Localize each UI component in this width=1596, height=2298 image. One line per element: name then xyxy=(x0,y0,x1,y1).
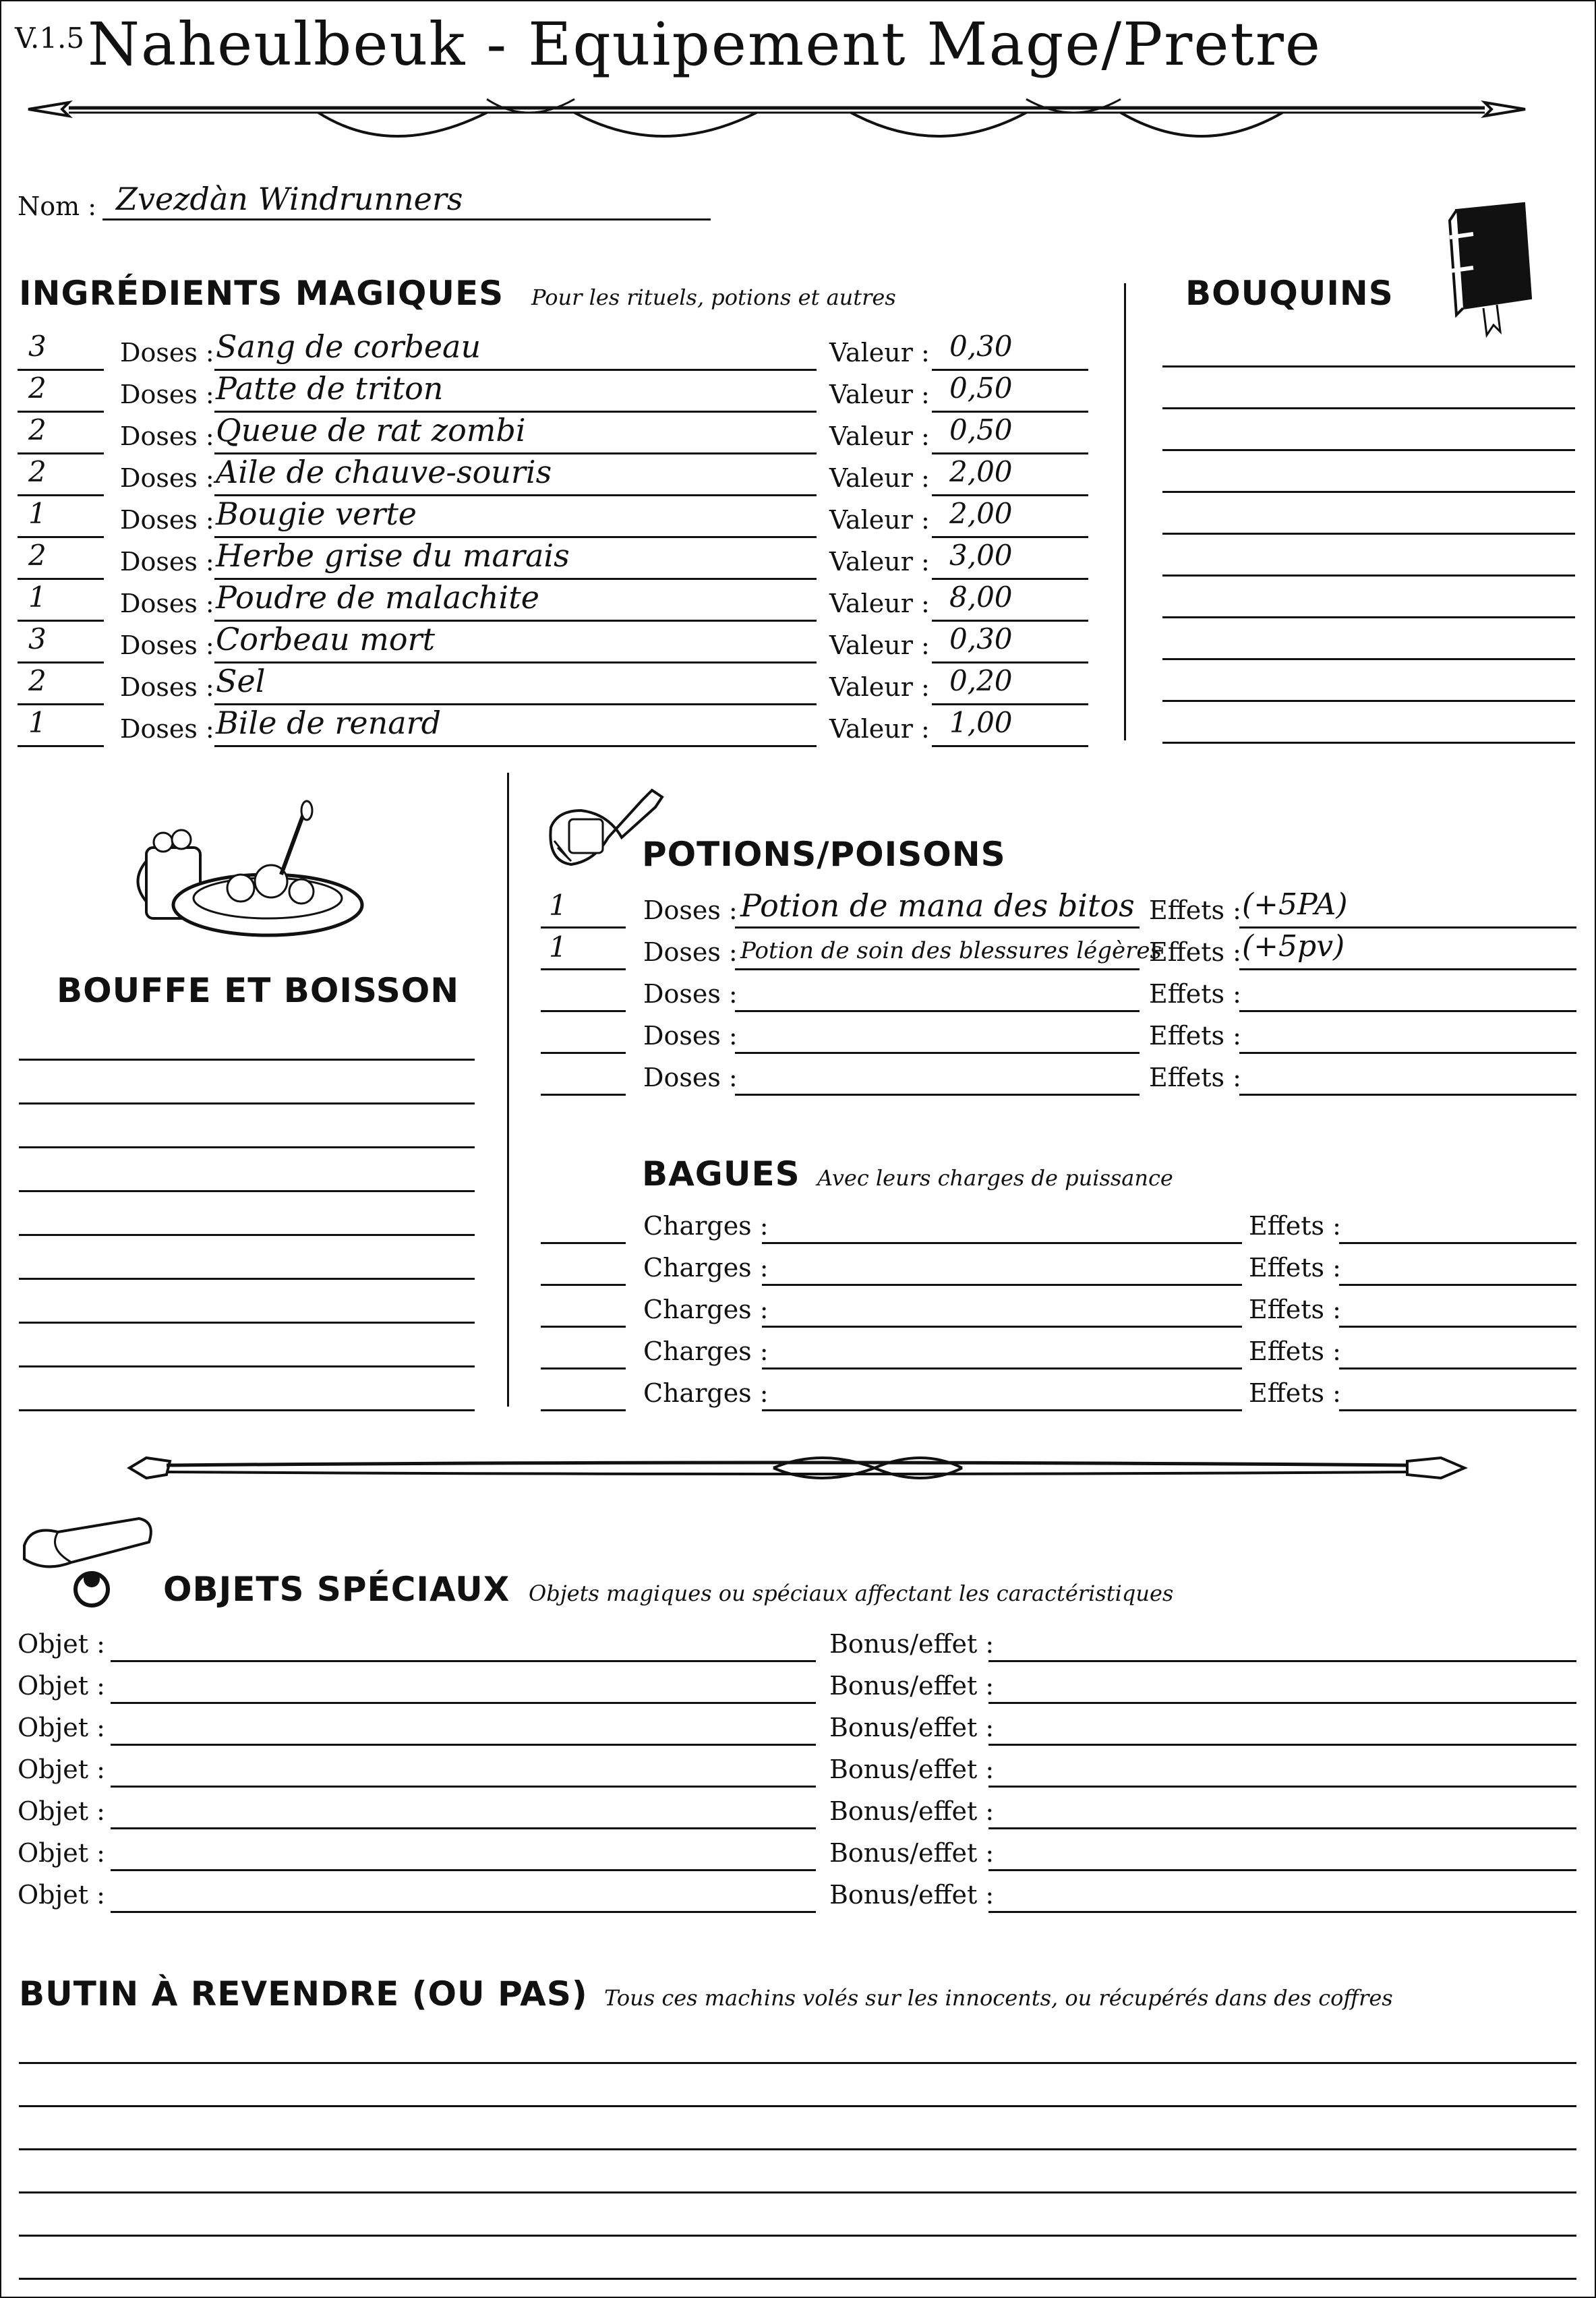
potion-doses-label: Doses : xyxy=(643,1063,738,1092)
ingredient-qty[interactable]: 2 xyxy=(28,372,47,405)
potion-qty-line xyxy=(541,1094,626,1096)
page-title: Naheulbeuk - Equipement Mage/Pretre xyxy=(88,9,1322,79)
version-label: V.1.5 xyxy=(15,22,85,55)
ring-qty-line[interactable] xyxy=(541,1409,626,1411)
ingredient-qty[interactable]: 2 xyxy=(28,413,47,446)
special-object-label: Objet : xyxy=(18,1671,105,1701)
ingredient-qty[interactable]: 1 xyxy=(28,581,47,614)
potion-effect[interactable]: (+5PA) xyxy=(1242,887,1348,922)
ring-effects-label: Effets : xyxy=(1249,1295,1341,1324)
potion-doses-label: Doses : xyxy=(643,937,738,967)
loot-line[interactable] xyxy=(19,2191,1576,2193)
ingredient-name[interactable]: Patte de triton xyxy=(216,370,444,407)
ingredient-value[interactable]: 2,00 xyxy=(949,455,1013,488)
ingredient-name[interactable]: Aile de chauve-souris xyxy=(216,454,552,490)
food-separator xyxy=(507,773,509,1407)
ring-charges-label: Charges : xyxy=(643,1336,769,1366)
ingredient-qty[interactable]: 1 xyxy=(28,706,47,739)
special-subtitle: Objets magiques ou spéciaux affectant les caractéristiques xyxy=(529,1581,1174,1606)
ingredient-value[interactable]: 8,00 xyxy=(949,581,1013,614)
ring-charges-line[interactable] xyxy=(762,1284,1242,1286)
special-object-line[interactable] xyxy=(111,1660,816,1662)
ingredient-value[interactable]: 0,20 xyxy=(949,664,1013,697)
special-object-line[interactable] xyxy=(111,1827,816,1829)
food-line[interactable] xyxy=(19,1409,475,1411)
special-object-label: Objet : xyxy=(18,1755,105,1784)
ingredient-doses-label: Doses : xyxy=(120,714,214,744)
special-object-label: Objet : xyxy=(18,1880,105,1910)
ring-effects-label: Effets : xyxy=(1249,1253,1341,1283)
potion-effects-label: Effets : xyxy=(1149,1021,1241,1051)
ingredient-doses-label: Doses : xyxy=(120,463,214,493)
spear-ornament-icon xyxy=(15,86,1532,146)
potion-effect-line xyxy=(1239,926,1576,929)
ring-effects-line[interactable] xyxy=(1339,1367,1576,1369)
loot-line[interactable] xyxy=(19,2235,1576,2237)
scroll-ring-icon xyxy=(18,1512,159,1620)
ingredient-value-line xyxy=(932,703,1088,705)
loot-subtitle: Tous ces machins volés sur les innocents, ou récupérés dans des coffres xyxy=(604,1985,1393,2011)
ingredient-value-line xyxy=(932,661,1088,664)
special-bonus-line[interactable] xyxy=(988,1827,1576,1829)
ingredient-value-label: Valeur : xyxy=(829,714,930,744)
special-bonus-line[interactable] xyxy=(988,1744,1576,1746)
ingredient-value[interactable]: 1,00 xyxy=(949,706,1013,739)
rings-subtitle: Avec leurs charges de puissance xyxy=(817,1165,1173,1191)
ingredient-qty-line xyxy=(18,578,104,580)
book-line[interactable] xyxy=(1162,700,1575,702)
special-object-label: Objet : xyxy=(18,1629,105,1659)
ring-charges-line[interactable] xyxy=(762,1409,1242,1411)
ingredient-qty-line xyxy=(18,661,104,664)
potion-name-line xyxy=(735,926,1140,929)
ring-charges-line[interactable] xyxy=(762,1326,1242,1328)
ring-qty-line[interactable] xyxy=(541,1326,626,1328)
potion-name[interactable]: Potion de mana des bitos xyxy=(740,887,1135,924)
loot-title: BUTIN À REVENDRE (OU PAS) xyxy=(19,1974,588,2013)
ingredient-qty-line xyxy=(18,620,104,622)
potion-effects-label: Effets : xyxy=(1149,937,1241,967)
ingredient-value[interactable]: 3,00 xyxy=(949,539,1013,572)
name-label: Nom : xyxy=(18,192,97,221)
ingredient-value-label: Valeur : xyxy=(829,421,930,451)
ring-effects-line[interactable] xyxy=(1339,1242,1576,1244)
ingredient-value-line xyxy=(932,452,1088,454)
ring-qty-line[interactable] xyxy=(541,1284,626,1286)
special-object-label: Objet : xyxy=(18,1838,105,1868)
ingredient-value[interactable]: 0,30 xyxy=(949,330,1013,363)
potion-effect-line xyxy=(1239,968,1576,970)
potion-effect-line xyxy=(1239,1010,1576,1012)
special-bonus-label: Bonus/effet : xyxy=(829,1713,995,1742)
ring-charges-line[interactable] xyxy=(762,1242,1242,1244)
special-bonus-label: Bonus/effet : xyxy=(829,1838,995,1868)
potion-name-line xyxy=(735,968,1140,970)
ingredient-value[interactable]: 0,30 xyxy=(949,622,1013,655)
special-bonus-label: Bonus/effet : xyxy=(829,1671,995,1701)
ingredient-value-line xyxy=(932,369,1088,371)
loot-line[interactable] xyxy=(19,2278,1576,2280)
rings-title: BAGUES xyxy=(642,1154,800,1194)
potion-name-line xyxy=(735,1052,1140,1054)
potion-qty-line xyxy=(541,926,626,929)
potion-effects-label: Effets : xyxy=(1149,895,1241,925)
ring-effects-label: Effets : xyxy=(1249,1378,1341,1408)
ingredient-name[interactable]: Bougie verte xyxy=(216,496,417,532)
potion-name[interactable]: Potion de soin des blessures légères xyxy=(740,937,1162,964)
potion-qty[interactable]: 1 xyxy=(549,889,567,922)
book-line[interactable] xyxy=(1162,574,1575,577)
special-object-line[interactable] xyxy=(111,1786,816,1788)
ingredient-value-label: Valeur : xyxy=(829,505,930,535)
loot-line[interactable] xyxy=(19,2105,1576,2107)
book-line[interactable] xyxy=(1162,449,1575,451)
name-underline xyxy=(102,218,711,220)
food-plate-icon xyxy=(140,800,376,942)
potion-effect-line xyxy=(1239,1094,1576,1096)
potion-effects-label: Effets : xyxy=(1149,979,1241,1009)
ingredient-doses-label: Doses : xyxy=(120,547,214,577)
potion-qty[interactable]: 1 xyxy=(549,931,567,964)
potion-qty-line xyxy=(541,1052,626,1054)
ring-charges-line[interactable] xyxy=(762,1367,1242,1369)
potion-name-line xyxy=(735,1094,1140,1096)
ingredient-value-line xyxy=(932,536,1088,538)
ring-effects-line[interactable] xyxy=(1339,1326,1576,1328)
ingredient-qty[interactable]: 2 xyxy=(28,664,47,697)
ingredient-value-line xyxy=(932,578,1088,580)
ring-charges-label: Charges : xyxy=(643,1295,769,1324)
ingredient-qty-line xyxy=(18,369,104,371)
potion-qty-line xyxy=(541,968,626,970)
food-line[interactable] xyxy=(19,1234,475,1236)
potion-effect[interactable]: (+5pv) xyxy=(1242,929,1345,964)
special-bonus-line[interactable] xyxy=(988,1660,1576,1662)
ingredients-title: INGRÉDIENTS MAGIQUES xyxy=(19,274,504,313)
food-title: BOUFFE ET BOISSON xyxy=(57,971,460,1010)
loot-line[interactable] xyxy=(19,2148,1576,2150)
name-value[interactable]: Zvezdàn Windrunners xyxy=(116,181,463,217)
ingredient-value-label: Valeur : xyxy=(829,338,930,367)
ring-charges-label: Charges : xyxy=(643,1378,769,1408)
special-object-line[interactable] xyxy=(111,1744,816,1746)
special-object-line[interactable] xyxy=(111,1869,816,1871)
ring-effects-label: Effets : xyxy=(1249,1211,1341,1241)
potion-doses-label: Doses : xyxy=(643,895,738,925)
ingredient-qty-line xyxy=(18,494,104,496)
ring-charges-label: Charges : xyxy=(643,1211,769,1241)
ingredient-doses-label: Doses : xyxy=(120,589,214,618)
loot-line[interactable] xyxy=(19,2062,1576,2064)
books-separator xyxy=(1124,283,1126,740)
special-title: OBJETS SPÉCIAUX xyxy=(163,1570,510,1609)
special-bonus-line[interactable] xyxy=(988,1786,1576,1788)
special-bonus-line[interactable] xyxy=(988,1869,1576,1871)
ingredient-name[interactable]: Queue de rat zombi xyxy=(216,412,526,448)
ingredient-name[interactable]: Bile de renard xyxy=(216,705,442,741)
potions-title: POTIONS/POISONS xyxy=(642,835,1006,874)
ingredient-name-line xyxy=(214,661,817,664)
staff-ornament-icon xyxy=(126,1441,1468,1495)
special-bonus-line[interactable] xyxy=(988,1911,1576,1913)
ingredient-value-line xyxy=(932,411,1088,413)
ingredient-value-label: Valeur : xyxy=(829,463,930,493)
ingredient-value-line xyxy=(932,745,1088,747)
ingredient-qty-line xyxy=(18,411,104,413)
ring-qty-line[interactable] xyxy=(541,1367,626,1369)
potion-effects-label: Effets : xyxy=(1149,1063,1241,1092)
special-bonus-label: Bonus/effet : xyxy=(829,1796,995,1826)
ingredient-value[interactable]: 0,50 xyxy=(949,372,1013,405)
ingredient-qty[interactable]: 1 xyxy=(28,497,47,530)
food-line[interactable] xyxy=(19,1146,475,1148)
potion-name-line xyxy=(735,1010,1140,1012)
ingredient-value-label: Valeur : xyxy=(829,589,930,618)
ingredient-name[interactable]: Corbeau mort xyxy=(216,621,436,657)
book-line[interactable] xyxy=(1162,658,1575,660)
ingredient-doses-label: Doses : xyxy=(120,630,214,660)
special-object-label: Objet : xyxy=(18,1796,105,1826)
special-bonus-label: Bonus/effet : xyxy=(829,1629,995,1659)
potion-qty-line xyxy=(541,1010,626,1012)
special-bonus-label: Bonus/effet : xyxy=(829,1880,995,1910)
potion-effect-line xyxy=(1239,1052,1576,1054)
ingredient-value[interactable]: 2,00 xyxy=(949,497,1013,530)
special-object-label: Objet : xyxy=(18,1713,105,1742)
ingredient-qty[interactable]: 3 xyxy=(28,622,47,655)
ingredient-qty[interactable]: 2 xyxy=(28,455,47,488)
potion-doses-label: Doses : xyxy=(643,1021,738,1051)
ingredient-name-line xyxy=(214,745,817,747)
ring-qty-line[interactable] xyxy=(541,1242,626,1244)
ingredient-qty-line xyxy=(18,452,104,454)
ingredient-name[interactable]: Poudre de malachite xyxy=(216,579,539,616)
ingredient-doses-label: Doses : xyxy=(120,338,214,367)
ring-effects-line[interactable] xyxy=(1339,1284,1576,1286)
ingredient-value-line xyxy=(932,494,1088,496)
food-line[interactable] xyxy=(19,1190,475,1192)
ingredient-value-line xyxy=(932,620,1088,622)
ingredient-doses-label: Doses : xyxy=(120,672,214,702)
special-object-line[interactable] xyxy=(111,1911,816,1913)
special-bonus-line[interactable] xyxy=(988,1702,1576,1704)
ring-charges-label: Charges : xyxy=(643,1253,769,1283)
special-object-line[interactable] xyxy=(111,1702,816,1704)
ingredient-qty[interactable]: 2 xyxy=(28,539,47,572)
ingredient-value-label: Valeur : xyxy=(829,547,930,577)
potion-doses-label: Doses : xyxy=(643,979,738,1009)
ingredient-qty-line xyxy=(18,703,104,705)
special-bonus-label: Bonus/effet : xyxy=(829,1755,995,1784)
ingredient-qty-line xyxy=(18,745,104,747)
ring-effects-line[interactable] xyxy=(1339,1409,1576,1411)
ingredient-doses-label: Doses : xyxy=(120,505,214,535)
ingredient-name[interactable]: Sel xyxy=(216,663,266,699)
food-line[interactable] xyxy=(19,1102,475,1104)
ingredient-value-label: Valeur : xyxy=(829,672,930,702)
book-line[interactable] xyxy=(1162,616,1575,618)
ring-effects-label: Effets : xyxy=(1249,1336,1341,1366)
food-line[interactable] xyxy=(19,1278,475,1280)
ingredient-name[interactable]: Sang de corbeau xyxy=(216,328,481,365)
ingredients-subtitle: Pour les rituels, potions et autres xyxy=(531,285,896,310)
ingredient-qty[interactable]: 3 xyxy=(28,330,47,363)
books-title: BOUQUINS xyxy=(1185,274,1394,313)
book-line[interactable] xyxy=(1162,742,1575,744)
ingredient-name[interactable]: Herbe grise du marais xyxy=(216,537,570,574)
book-line[interactable] xyxy=(1162,491,1575,493)
food-line[interactable] xyxy=(19,1322,475,1324)
ingredient-value-label: Valeur : xyxy=(829,630,930,660)
ingredient-qty-line xyxy=(18,536,104,538)
book-line[interactable] xyxy=(1162,365,1575,367)
book-line[interactable] xyxy=(1162,407,1575,409)
ingredient-doses-label: Doses : xyxy=(120,380,214,409)
book-line[interactable] xyxy=(1162,533,1575,535)
ingredient-doses-label: Doses : xyxy=(120,421,214,451)
ingredient-value[interactable]: 0,50 xyxy=(949,413,1013,446)
food-line[interactable] xyxy=(19,1365,475,1367)
book-icon xyxy=(1436,197,1537,338)
food-line[interactable] xyxy=(19,1059,475,1061)
ingredient-value-label: Valeur : xyxy=(829,380,930,409)
